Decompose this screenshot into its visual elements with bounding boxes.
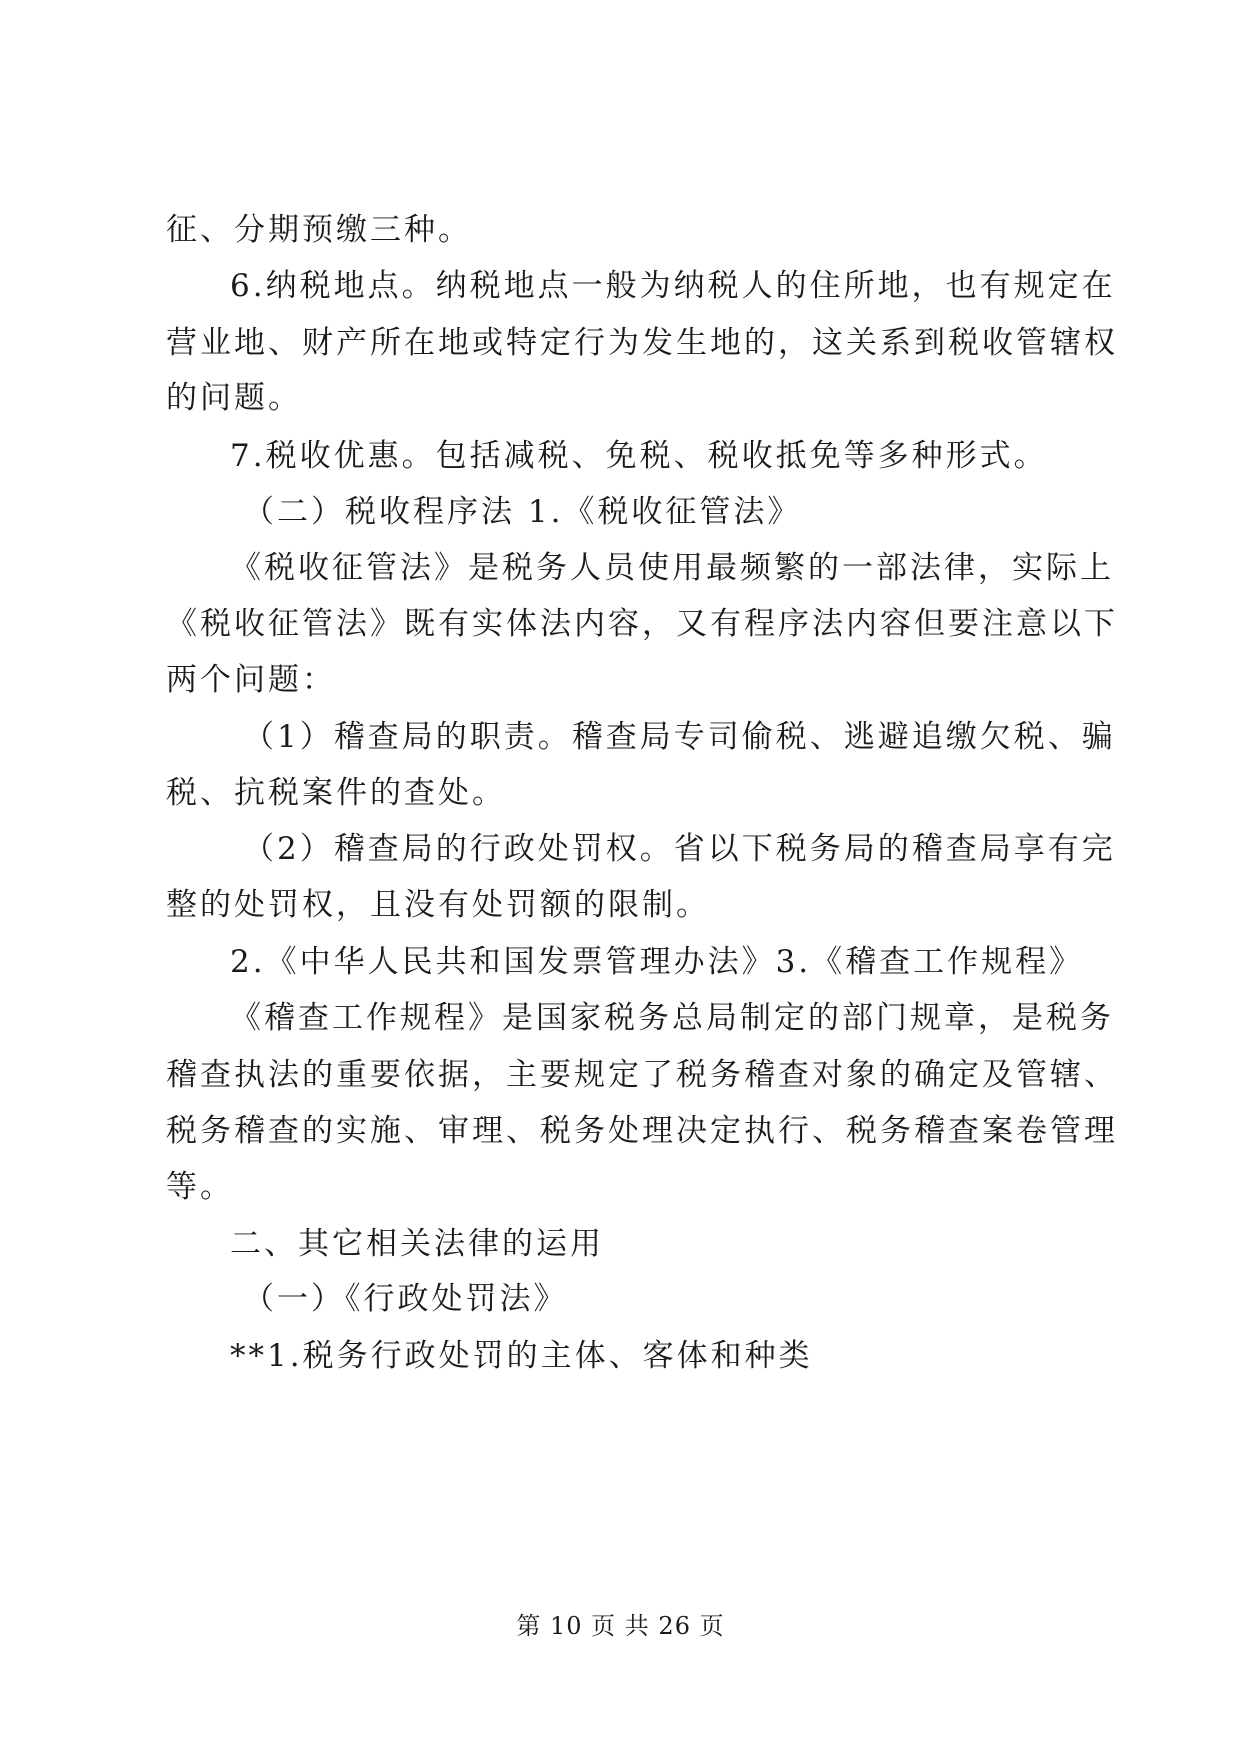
section-heading: （二）税收程序法 1.《税收征管法》 (243, 494, 802, 530)
text-line: 征、分期预缴三种。 (166, 212, 472, 248)
text-line: 6.纳税地点。纳税地点一般为纳税人的住所地，也有规定在 (230, 268, 1116, 304)
section-heading: 二、其它相关法律的运用 (230, 1226, 604, 1262)
text-line: 稽查执法的重要依据，主要规定了税务稽查对象的确定及管辖、 (166, 1057, 1118, 1093)
text-line: 《稽查工作规程》是国家税务总局制定的部门规章，是税务 (230, 1000, 1114, 1036)
page-number-footer: 第 10 页 共 26 页 (516, 1612, 725, 1640)
text-line: 两个问题： (166, 662, 336, 698)
text-line: 税、抗税案件的查处。 (166, 775, 506, 811)
text-line: （1）稽查局的职责。稽查局专司偷税、逃避追缴欠税、骗 (243, 719, 1116, 755)
text-line: 《税收征管法》既有实体法内容，又有程序法内容但要注意以下 (166, 606, 1118, 642)
text-line: 税务稽查的实施、审理、税务处理决定执行、税务稽查案卷管理 (166, 1113, 1118, 1149)
text-line: 《税收征管法》是税务人员使用最频繁的一部法律，实际上 (230, 550, 1114, 586)
text-line: 7.税收优惠。包括减税、免税、税收抵免等多种形式。 (230, 438, 1048, 474)
text-line: 营业地、财产所在地或特定行为发生地的，这关系到税收管辖权 (166, 325, 1118, 361)
text-line: 的问题。 (166, 380, 302, 416)
text-line: 等。 (166, 1169, 234, 1205)
text-line: （2）稽查局的行政处罚权。省以下税务局的稽查局享有完 (243, 831, 1116, 867)
section-heading: **1.税务行政处罚的主体、客体和种类 (230, 1338, 813, 1374)
section-heading: （一）《行政处罚法》 (243, 1281, 568, 1317)
text-line: 整的处罚权，且没有处罚额的限制。 (166, 887, 710, 923)
text-line: 2.《中华人民共和国发票管理办法》3.《稽查工作规程》 (230, 944, 1084, 980)
